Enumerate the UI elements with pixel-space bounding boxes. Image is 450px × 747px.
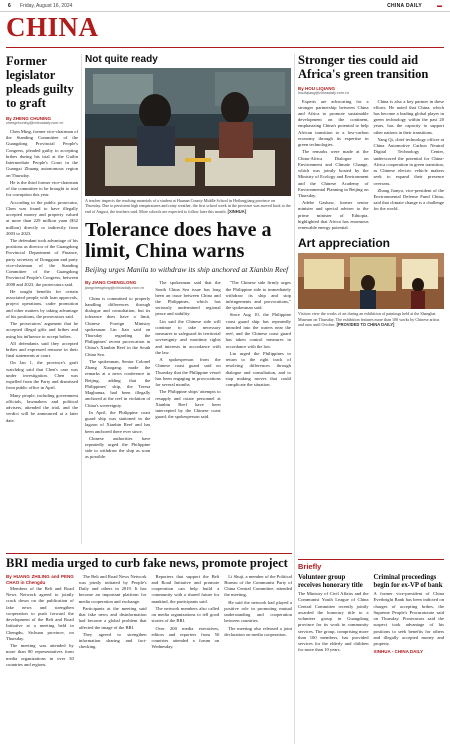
text-column [224,574,292,669]
page-header [0,0,450,12]
photo-tag: Not quite ready [85,54,158,65]
paragraph: Zhang Jianyu, vice-president of the Environmental Defense Fund China, said that climate change is a challenge for the world. [373,187,444,212]
right-story-byline: By HOU LIQIANG [298,85,336,91]
paragraph: The Belt and Road News Network was jointly initiated by People's Daily and others in 2019. It has become an important platform for media cooperation and exchange. [78,573,147,604]
paragraph: Members of the Belt and Road News Network agreed to jointly crack down on the publication of fake news and strengthen cooperation to push forward the development of the Belt and Road Initiative at a meeting held in Chengdu, Sichuan province, on Thursday. [6,585,74,641]
paragraph: In April, the Philippine coast guard ship was stationed in the lagoon of Xianbin Reef and has been anchored there ever since. [85,409,151,434]
section-masthead: CHINA [6,12,99,42]
column-divider [81,54,82,544]
lead-story-body [85,280,291,461]
paragraph: The remarks were made at the China-Africa Dialogue on Environment and Climate Change, which was jointly hosted by the Ministry of Ecology and Environment and the Chinese Academy of Environmental Planning in Beijing on Thursday. [298,149,369,199]
paragraph: China is also a key partner in these efforts. He noted that China, which has become a leading global player in green technology within the past 20 years, has the capacity to support other nations in their transitions. [373,98,444,135]
page-number: 6 [8,3,11,9]
paragraph: The defendant took advantage of his positions as director of the Guangdong Provincial Department of Finance, party secretary of Dongguan and party vice-chairman of the Standing Committee of the Guangdong Provincial People's Congress, between 2008 and 2023, the prosecutors said. [6,237,78,287]
briefly-title: Briefly [298,559,444,571]
lead-story-byline: By JIANG CHENGLONG [85,280,137,286]
paragraph: The Philippine ships' attempts to resupply and rotate personnel at Xianbin Reef have been intercepted by the Chinese coast guard, the spokesperson said. [155,389,221,420]
briefly-items [298,574,444,654]
masthead-rule [6,47,444,48]
paragraph: Since Aug 10, the Philippine coast guard ship has repeatedly intruded into the waters near the reef, and the Chinese coast guard has taken control measures in accordance with the law. [225,312,291,349]
paragraph: Lin said the Chinese side will continue to take necessary measures to safeguard its territorial sovereignty and maritime rights and interests in accordance with the law. [155,318,221,355]
lead-story [85,54,291,462]
paragraph: All defendants said they accepted bribes and expressed remorse in their final statements at court. [6,340,78,359]
bottom-story [6,553,292,669]
art-photo [298,253,444,309]
art-caption: Visitors view the works of art during an exhibition of paintings held at the Shanghai Museum on Thursday. The exhibition features more than 100 works by Chinese artists and runs until October. [PROVIDED TO CHINA DAILY] [298,311,440,328]
text-column [85,280,150,461]
paragraph: China is committed to properly handling differences through dialogue and consultation, but its tolerance does have a limit, Chinese Foreign Ministry spokesman Lin Jian said on Thursday regarding the Philippines' recent provocation in China's Xianbin Reef in the South China Sea. [85,295,151,357]
brief-item [374,574,445,654]
brief-text: A former vice-president of China Everbright Bank has been indicted on charges of accepting bribes, the Supreme People's Procuratorate said on Thursday. Prosecutors said the suspect took advantage of his positions to seek benefits for others and illegally accepted money and property. [373,591,444,647]
text-column [155,280,220,461]
lead-photo-caption: A teacher inspects the teaching materials of a student at Huanan County Middle School in Heilongjiang province on Thursday. Due to persistent high temperatures and rainy weather, the first school week in the province was moved back to the end of August, the teachers said. More schools are expected to follow later this month. [XINHUA] [85,198,291,214]
lead-deck: Beijing urges Manila to withdraw its ship anchored at Xianbin Reef [85,265,289,275]
publication-name: CHINA DAILY [387,3,422,9]
brief-headline[interactable]: Criminal proceedings begin for ex-VP of bank [373,574,443,589]
right-story-body [298,99,444,233]
left-story-headline[interactable]: Former legislator pleads guilty to graft [6,54,74,110]
paragraph: He said the network had played a positive role in promoting mutual understanding and cooperation between countries. [224,599,292,624]
left-story-byline: By ZHENG CHUNING [6,116,52,121]
paragraph: Experts are advocating for a stronger partnership between China and Africa to promote sustainable development on the continent, emphasizing China's potential to help African transition to a low-carbon economy through its expertise in green technologies. [298,98,369,148]
text-column [6,574,74,669]
paragraph: The meeting was attended by more than 80 representatives from media organizations in over 30 countries and regions. [6,643,74,667]
paragraph: The spokesman, Senior Colonel Zhang Xiaogang, made the remarks at a news conference in Beijing, adding that the Philippines' ship, the Teresa Magbanua, had been illegally anchored at the reef in violation of China's sovereignty. [85,358,151,408]
paragraph: Reporters that support the Belt and Road Initiative and promote cooperation can help build a community with a shared future for mankind, the participants said. [151,573,220,604]
brief-text: The Ministry of Civil Affairs and the Communist Youth League of China Central Committee recently jointly awarded the honorary title to a volunteer group in Guangdong province for its work in community services. The group, comprising more than 100 members, has provided services for the elderly and children for more than 10 years. [298,591,369,653]
brief-credit: XINHUA - CHINA DAILY [373,649,424,655]
bottom-story-byline: By HUANG ZHILING and PENG CHAO in Chengdu [6,573,74,585]
paragraph: The spokesman said that the South China Sea issue has long been an issue between China and the Philippines, which has seriously undermined regional peace and stability. [155,280,221,317]
left-story-body [6,129,78,424]
paragraph: Chen Ming, former vice-chairman of the Standing Committee of the Guangdong Provincial People's Congress, pleaded guilty to accepting bribes during his trial at the Guilin Intermediate People's Court in the Guangxi Zhuang autonomous region on Thursday. [6,129,78,178]
brief-item [298,574,369,654]
paragraph: Over 200 media executives, editors and reporters from 50 countries attended a forum on Wednesday. [151,625,220,650]
gallery-photo-icon [298,253,444,309]
left-column [6,54,78,425]
paragraph: The network members also called on media organizations to tell good stories of the BRI. [151,605,220,624]
bottom-headline[interactable]: BRI media urged to curb fake news, promote project [6,553,292,571]
issue-date: Friday, August 16, 2024 [20,3,73,9]
bottom-story-body [6,574,292,669]
text-column [152,574,220,669]
paragraph: "The Chinese side firmly urges the Philippine side to immediately withdraw its ship and stop infringements and provocations," the spokesman said. [225,280,291,311]
lead-headline[interactable]: Tolerance does have a limit, China warns [85,218,272,263]
lead-story-email[interactable]: jiangchenglong@chinadaily.com.cn [85,286,145,291]
right-column [298,54,444,333]
paragraph: Lin urged the Philippines to return to the right track of resolving differences through dialogue and consultation, and to stop making moves that could complicate the situation. [225,350,291,388]
paragraph: A spokesperson from the Chinese coast guard said on Thursday that the Philippine vessel has been engaging in provocations for several months. [155,357,221,388]
photo-credit: [XINHUA] [227,208,246,214]
header-rule-icon: ▬ [437,3,442,9]
column-divider [294,54,295,744]
paragraph: Yang Qi, chief technology officer at China Automotive Carbon Neutral Digital Technology Center, underscored the potential for China-Africa cooperation in green transition, as Chinese electric vehicle makers seek to expand their presence overseas. [373,136,444,186]
paragraph: Participants at the meeting said that fake news and disinformation had become a global problem that affected the image of the BRI. [78,605,147,630]
art-credit: [PROVIDED TO CHINA DAILY] [336,322,395,328]
paragraph: On Jan 1, the province's graft watchdog said that Chen's case was under investigation. Chen was expelled from the Party and dismissed from public office in April. [6,360,78,391]
left-story-email[interactable]: zhengchuning@chinadaily.com.cn [6,121,64,125]
paragraph: Li Shuji, a member of the Political Bureau of the Communist Party of China Central Committee, attended the meeting. [224,573,292,598]
right-story-headline[interactable]: Stronger ties could aid Africa's green transition [298,53,429,81]
briefly-section [298,559,444,654]
art-section-title: Art appreciation [298,236,391,251]
paragraph: Chinese authorities have repeatedly urged the Philippine side to withdraw the ship as soon as possible. [85,435,151,460]
right-story-email[interactable]: houliqiang@chinadaily.com.cn [298,90,350,95]
brief-headline[interactable]: Volunteer group receives honorary title [298,574,363,589]
lead-photo [85,68,291,196]
text-column [226,280,291,461]
text-column [79,574,147,669]
paragraph: Adebe Gashaw, former senior minister and special adviser to the prime minister of Ethiopia, highlighted that Africa has enormous renewable energy potential. [298,200,369,231]
paragraph: According to the public prosecutor, Chen was found to have illegally accepted money and property valued at more than 229 million yuan ($32 million) directly or indirectly from 2003 to 2023. [6,199,78,236]
paragraph: He sought benefits for certain associated people with loan approvals, project operations, cadre promotion and other matters by taking advantage of his positions, the prosecutors said. [6,288,78,319]
classroom-photo-icon [85,68,291,196]
paragraph: The prosecutors' argument that he accepted illegal gifts and bribes and using his influence to accept bribes. [6,321,78,339]
paragraph: The meeting also released a joint declaration on media cooperation. [224,625,292,637]
paragraph: He is the third former vice-chairman of the committee to be brought to trial for corruption this year. [6,179,78,198]
text-column [298,99,369,233]
paragraph: Many people, including government officials, lawmakers and political advisers, attended the trial, and the verdict will be announced at a later date. [6,392,78,423]
text-column [374,99,445,233]
paragraph: They agreed to strengthen information sharing and fact-checking. [78,631,147,650]
